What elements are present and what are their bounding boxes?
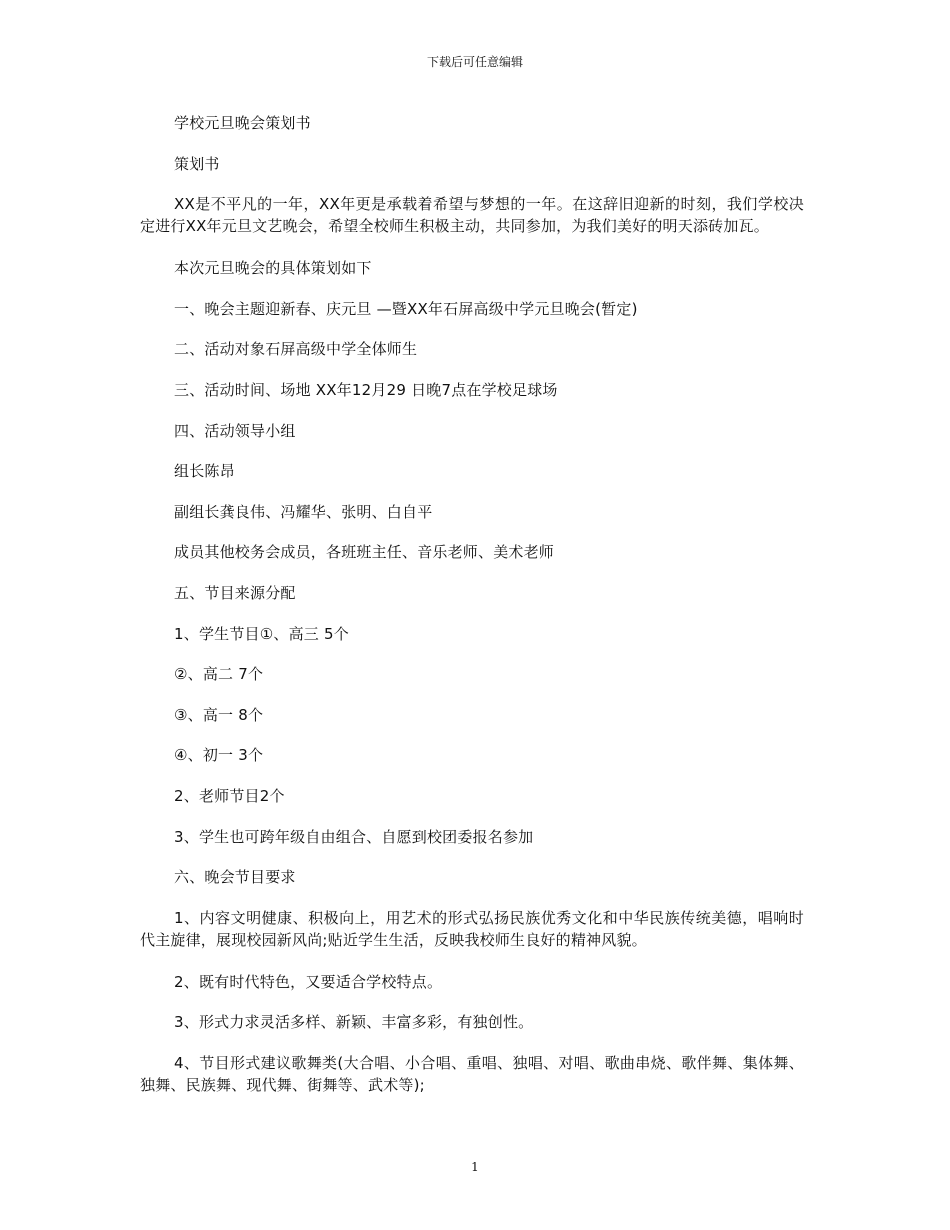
student-programs-junior1: ④、初一 3个 xyxy=(174,746,264,765)
deputy-leaders: 副组长龚良伟、冯耀华、张明、白自平 xyxy=(174,502,433,521)
section-leadership: 四、活动领导小组 xyxy=(174,421,296,440)
student-programs-grade2: ②、高二 7个 xyxy=(174,665,264,684)
subtitle: 策划书 xyxy=(174,154,220,173)
document-title: 学校元旦晚会策划书 xyxy=(174,114,311,132)
requirement-2: 2、既有时代特色，又要适合学校特点。 xyxy=(174,972,443,991)
student-programs-grade1: ③、高一 8个 xyxy=(174,705,264,724)
page-number: 1 xyxy=(471,1160,479,1174)
section-time-venue: 三、活动时间、场地 XX年12月29 日晚7点在学校足球场 xyxy=(174,380,558,399)
page-header: 下载后可任意编辑 xyxy=(426,55,523,69)
plan-intro: 本次元旦晚会的具体策划如下 xyxy=(174,259,372,278)
requirement-4: 4、节目形式建议歌舞类(大合唱、小合唱、重唱、独唱、对唱、歌曲串烧、歌伴舞、集体舞、独舞、民族舞、现代舞、街舞等、武术等); xyxy=(140,1053,804,1094)
section-audience: 二、活动对象石屏高级中学全体师生 xyxy=(174,340,418,359)
intro-paragraph: XX是不平凡的一年，XX年更是承载着希望与梦想的一年。在这辞旧迎新的时刻，我们学校决定进行XX年元旦文艺晚会，希望全校师生积极主动，共同参加，为我们美好的明天添砖加瓦。 xyxy=(140,195,804,236)
requirement-3: 3、形式力求灵活多样、新颖、丰富多彩，有独创性。 xyxy=(174,1013,534,1032)
teacher-programs: 2、老师节目2个 xyxy=(174,786,285,805)
section-program-sources: 五、节目来源分配 xyxy=(174,583,296,602)
section-theme: 一、晚会主题迎新春、庆元旦 —暨XX年石屏高级中学元旦晚会(暂定) xyxy=(174,299,638,318)
leader: 组长陈昂 xyxy=(174,462,235,481)
free-combination: 3、学生也可跨年级自由组合、自愿到校团委报名参加 xyxy=(174,827,534,846)
section-program-requirements: 六、晚会节目要求 xyxy=(174,868,296,887)
document-body xyxy=(140,112,804,1116)
members: 成员其他校务会成员，各班班主任、音乐老师、美术老师 xyxy=(174,543,555,562)
requirement-1: 1、内容文明健康、积极向上，用艺术的形式弘扬民族优秀文化和中华民族传统美德，唱响时代主旋律，展现校园新风尚;贴近学生生活，反映我校师生良好的精神风貌。 xyxy=(140,908,804,949)
student-programs-grade3: 1、学生节目①、高三 5个 xyxy=(174,624,349,643)
